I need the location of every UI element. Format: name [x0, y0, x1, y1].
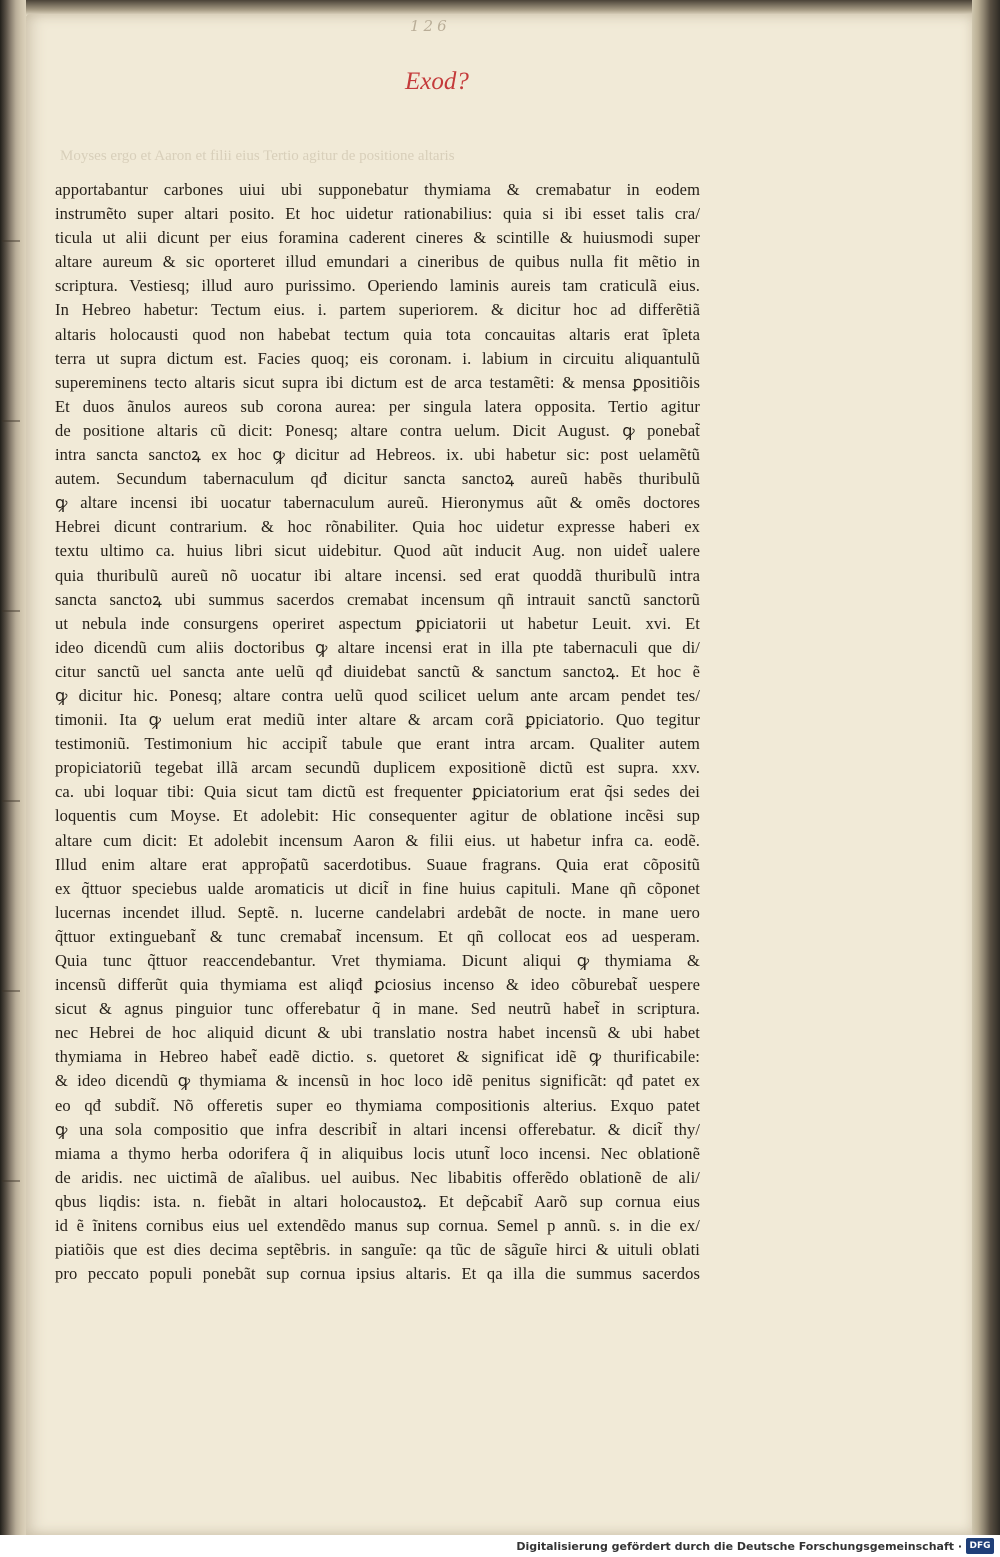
text-line: quia thuribulũ aureũ nõ uocatur ibi altare incensi. sed erat quoddã thuribulũ intra — [55, 565, 700, 585]
right-page-edge — [972, 0, 1000, 1535]
funding-credit: Digitalisierung gefördert durch die Deutsche Forschungsgemeinschaft · — [516, 1540, 962, 1553]
text-block — [55, 178, 700, 1286]
text-line: timonii. Ita ꝙ uelum erat mediũ inter altare & arcam corã ꝑpiciatorio. Quo tegitur — [55, 710, 700, 730]
text-line: testimoniũ. Testimonium hic accipit̃ tabule que erant intra arcam. Qualiter autem — [55, 734, 700, 754]
text-line: ꝙ altare incensi ibi uocatur tabernaculum aureũ. Hieronymus aũt & omẽs doctores — [55, 493, 700, 513]
text-line: autem. Secundum tabernaculum qđ dicitur sancta sanctoꝝ aureũ habẽs thuribulũ — [55, 469, 700, 489]
text-line: de aridis. nec uictimã de aĩalibus. uel auibus. Nec libabitis offerẽdo oblationẽ de ali/ — [55, 1167, 700, 1187]
text-line: Hebrei dicunt contrarium. & hoc rõnabiliter. Quia hoc uidetur expresse haberi ex — [55, 517, 700, 537]
text-line: loquentis cum Moyse. Et adolebit: Hic consequenter agitur de oblatione incẽsi sup — [55, 806, 700, 826]
text-line: eo qđ subdit̃. Nõ offeretis super eo thymiama compositionis alterius. Exquo patet — [55, 1095, 700, 1115]
text-line: sicut & agnus pinguior tunc offerebatur q̃ in mane. Sed neutrũ habet̃ in scriptura. — [55, 999, 700, 1019]
text-line: supereminens tecto altaris sicut supra ibi dictum est de arca testamẽti: & mensa ꝑpositiõis — [55, 372, 700, 392]
text-line: pro peccato populi ponebãt sup cornua ipsius altaris. Et qa illa die summus sacerdos — [55, 1264, 700, 1284]
text-line: propiciatoriũ tegebat illã arcam secundũ duplicem expositionẽ dictũ est supra. xxv. — [55, 758, 700, 778]
text-line: instrumẽto super altari posito. Et hoc uidetur rationabilius: quia si ibi esset talis cra/ — [55, 204, 700, 224]
text-line: incensũ differũt quia thymiama est aliqđ ꝑciosius incenso & ideo cõburebat̃ uespere — [55, 975, 700, 995]
text-line: ꝙ una sola compositio que infra describit̃ in altari incensi offerebatur. & dicit̃ thy/ — [55, 1119, 700, 1139]
text-line: citur sanctũ uel sancta ante uelũ qđ diuidebat sanctũ & sanctum sanctoꝝ. Et hoc ẽ — [55, 661, 700, 681]
text-line: textu ultimo ca. huius libri sicut uidebitur. Quod aũt inducit Aug. non uidet̃ ualere — [55, 541, 700, 561]
text-line: miama a thymo herba odorifera q̃ in aliquibus locis utunt̃ loco incensi. Nec oblationẽ — [55, 1143, 700, 1163]
text-line: qbus liqdis: ista. n. fiebãt in altari holocaustoꝝ. Et dep̃cabit̃ Aarõ sup cornua eius — [55, 1191, 700, 1211]
show-through-text: Moyses ergo et Aaron et filii eius Tertio agitur de positione altaris — [60, 148, 455, 164]
text-line: thymiama in Hebreo habet̃ eadẽ dictio. s. quetoret & significat idẽ ꝙ thurificabile: — [55, 1047, 700, 1067]
text-line: intra sancta sanctoꝝ ex hoc ꝙ dicitur ad Hebreos. ix. ubi habetur sic: post uelamẽtũ — [55, 445, 700, 465]
dfg-logo: DFG — [966, 1538, 994, 1554]
text-line: Et duos ãnulos aureos sub corona aurea: per singula latera opposita. Tertio agitur — [55, 396, 700, 416]
text-line: apportabantur carbones uiui ubi supponebatur thymiama & cremabatur in eodem — [55, 180, 700, 199]
text-line: sancta sanctoꝝ ubi summus sacerdos cremabat incensum qñ intrauit sanctũ sanctorũ — [55, 589, 700, 609]
text-line: id ẽ ĩnitens cornibus eius uel extendẽdo manus sup cornua. Semel p annũ. s. in die ex/ — [55, 1216, 700, 1236]
text-line: & ideo dicendũ ꝙ thymiama & incensũ in hoc loco idẽ penitus significãt: qđ patet ex — [55, 1071, 700, 1091]
text-line: ca. ubi loquar tibi: Quia sicut tam dictũ est frequenter ꝑpiciatorium erat q̃si sedes dei — [55, 782, 700, 802]
text-line: lucernas incendet illud. Septẽ. n. lucerne candelabri ardebãt de nocte. in mane uero — [55, 902, 700, 922]
text-line: q̃ttuor extinguebant̃ & tunc cremabat̃ incensum. Et qñ collocat eos ad uesperam. — [55, 926, 700, 946]
text-line: ꝙ dicitur hic. Ponesq; altare contra uelũ quod scilicet uelum ante arcam pendet tes/ — [55, 685, 700, 705]
text-line: scriptura. Vestiesq; illud auro purissimo. Operiendo laminis aureis tam craticulã eius. — [55, 276, 700, 296]
text-line: altare cum dicit: Et adolebit incensum Aaron & filii eius. ut habetur infra ca. eodẽ. — [55, 830, 700, 850]
text-line: nec Hebrei de hoc aliquid dicunt & ubi translatio nostra habet incensũ & ubi habet — [55, 1023, 700, 1043]
folio-number: 126 — [410, 17, 451, 35]
text-line: Illud enim altare erat approp̃atũ sacerdotibus. Suaue fragrans. Quia erat cõpositũ — [55, 854, 700, 874]
text-line: ut nebula inde consurgens operiret aspectum ꝑpiciatorii ut habetur Leuit. xvi. Et — [55, 613, 700, 633]
running-head: Exod? — [405, 68, 469, 95]
footer-bar — [0, 1535, 1000, 1557]
text-line: terra ut supra dictum est. Facies quoq; eis coronam. i. labium in circuitu aliquantulũ — [55, 348, 700, 368]
text-line: altare aureum & sic oporteret illud emundari a cineribus de quibus nulla fit mẽtio in — [55, 252, 700, 272]
left-page-stack — [0, 0, 28, 1535]
text-line: altaris holocausti quod non habebat tectum quia tota concauitas altaris erat ĩpleta — [55, 324, 700, 344]
text-line: de positione altaris cũ dicit: Ponesq; altare contra uelum. Dicit August. ꝙ ponebat̃ — [55, 420, 700, 440]
text-line: Quia tunc q̃ttuor reaccendebantur. Vret thymiama. Dicunt aliqui ꝙ thymiama & — [55, 951, 700, 970]
text-line: piatiõis que est dies decima septẽbris. in sanguĩe: qa tũc de sãguĩe hirci & uituli oblati — [55, 1240, 700, 1260]
text-line: ticula ut alii dicunt per eius foramina caderent cineres & scintille & huiusmodi super — [55, 228, 700, 248]
text-line: In Hebreo habetur: Tectum eius. i. partem superiorem. & dicitur hoc ad differẽtiã — [55, 300, 700, 320]
text-line: ideo dicendũ cum aliis doctoribus ꝙ altare incensi erat in illa pte tabernaculi que di/ — [55, 637, 700, 657]
text-line: ex q̃ttuor speciebus ualde aromaticis ut dicit̃ in fine huius capituli. Mane qñ cõponet — [55, 878, 700, 898]
